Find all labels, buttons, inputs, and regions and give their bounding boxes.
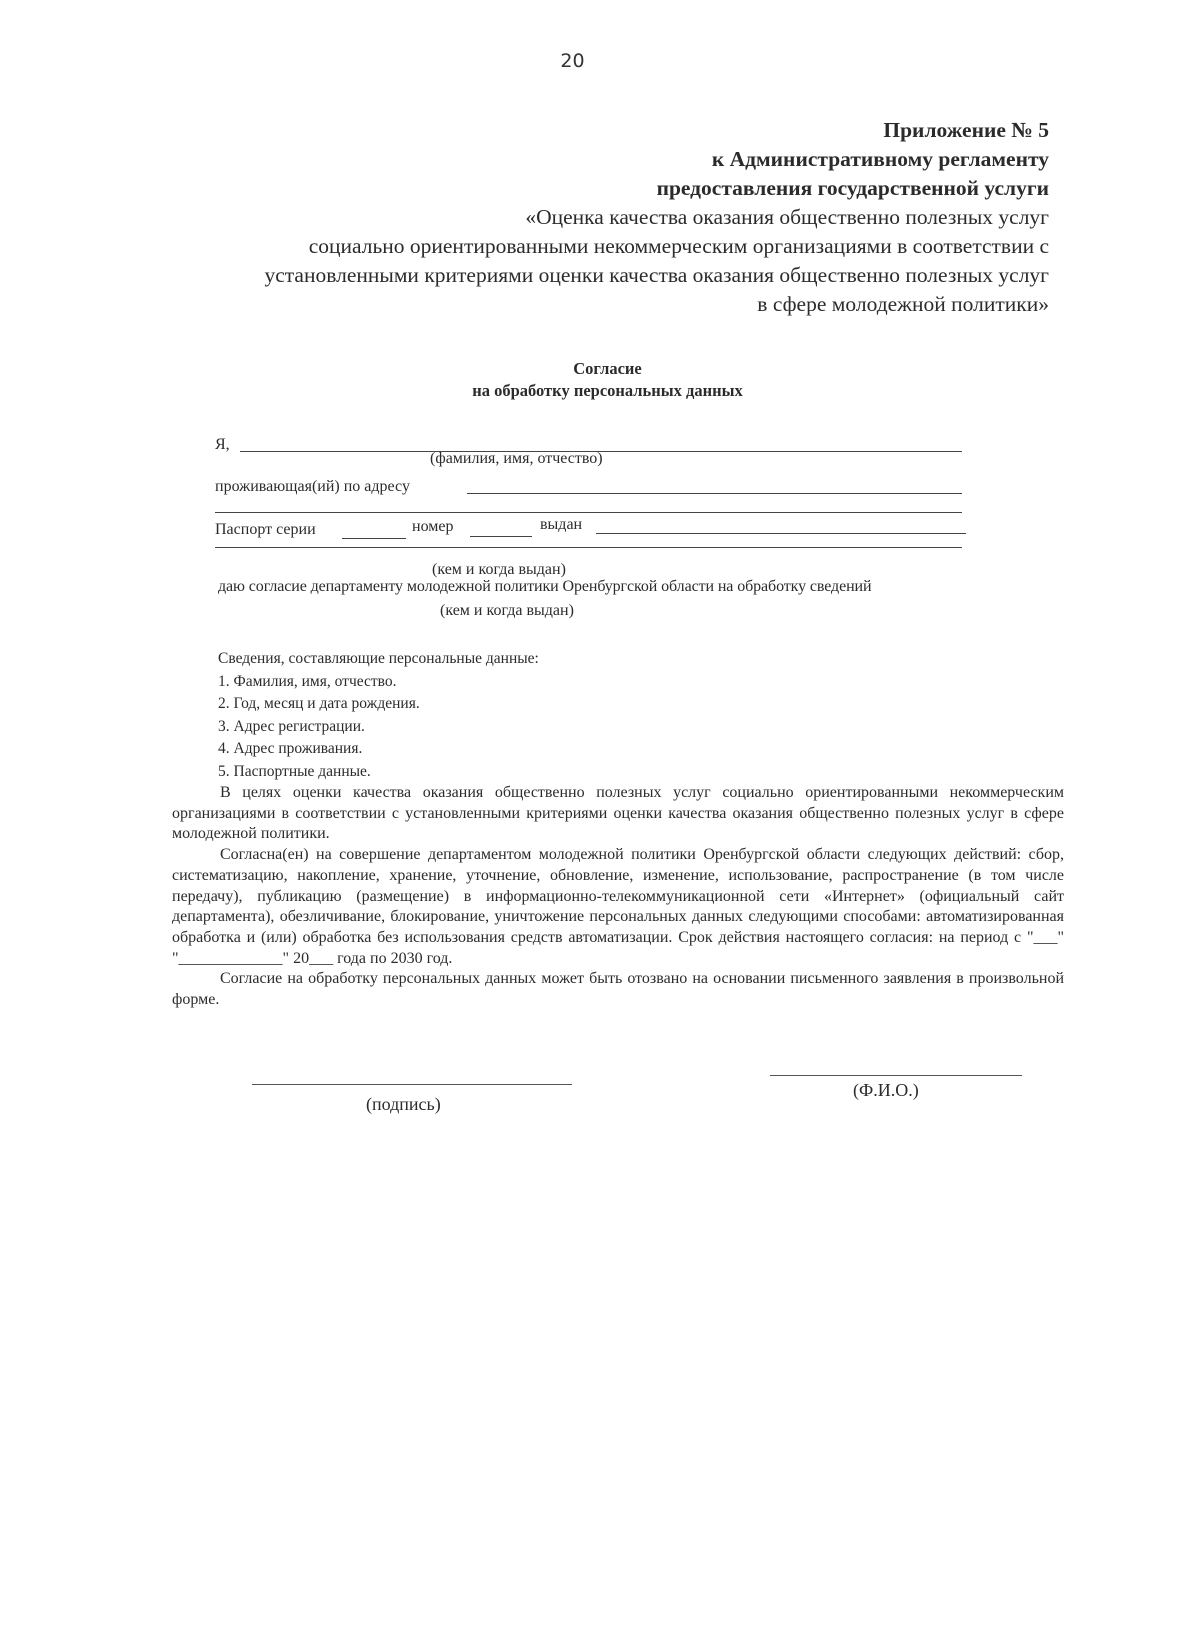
- list-item: 3. Адрес регистрации.: [218, 717, 365, 735]
- appendix-service-name-1: «Оценка качества оказания общественно полезных услуг: [525, 205, 1049, 229]
- list-item: 1. Фамилия, имя, отчество.: [218, 672, 397, 690]
- passport-series-label: Паспорт серии: [215, 521, 316, 538]
- appendix-reference: к Административному регламенту: [711, 147, 1049, 171]
- personal-data-list: [218, 648, 539, 783]
- actions-paragraph: Согласна(ен) на совершение департаментом молодежной политики Оренбургской области следующих действий: сбор, систематизацию, накопление, хранение, уточнение, обновление, изменение, использование, распространение (в том числе передачу), публикацию (размещение) в информационно-телекоммуникационной сети «Интернет» (официальный сайт департамента), обезличивание, блокирование, уничтожение персональных данных следующими способами: автоматизированная обработка и (или) обработка без использования средств автоматизации. Срок действия настоящего согласия: на период с "___" "_____________" 20___ года по 2030 год.: [172, 846, 1064, 967]
- passport-series-line[interactable]: [342, 538, 406, 539]
- consent-text: даю согласие департаменту молодежной политики Оренбургской области на обработку сведений: [218, 578, 872, 595]
- fio-caption: (фамилия, имя, отчество): [430, 450, 603, 467]
- appendix-service: предоставления государственной услуги: [656, 176, 1049, 200]
- title-line-1: Согласие: [573, 359, 642, 378]
- appendix-service-name-2: социально ориентированными некоммерческим организациями в соответствии с: [308, 234, 1049, 258]
- address-label: проживающая(ий) по адресу: [215, 478, 410, 495]
- title-line-2: на обработку персональных данных: [472, 381, 743, 400]
- revocation-paragraph: Согласие на обработку персональных данных может быть отозвано на основании письменного заявления в произвольной форме.: [172, 970, 1064, 1009]
- issued-caption-1: (кем и когда выдан): [432, 561, 566, 578]
- fio-signature-line[interactable]: [770, 1075, 1022, 1076]
- appendix-service-name-4: в сфере молодежной политики»: [757, 292, 1049, 316]
- list-item: 2. Год, месяц и дата рождения.: [218, 695, 420, 712]
- body-text: [172, 783, 1064, 1011]
- passport-number-label: номер: [412, 518, 454, 535]
- i-label: Я,: [215, 436, 230, 453]
- passport-number-line[interactable]: [470, 536, 532, 537]
- document-title: [0, 358, 1200, 402]
- signature-caption: (подпись): [366, 1094, 441, 1114]
- list-item: 5. Паспортные данные.: [218, 762, 371, 780]
- address-line[interactable]: [467, 493, 962, 494]
- issued-line[interactable]: [596, 533, 966, 534]
- appendix-header: [149, 116, 1049, 319]
- appendix-service-name-3: установленными критериями оценки качества оказания общественно полезных услуг: [264, 263, 1049, 287]
- purpose-paragraph: В целях оценки качества оказания общественно полезных услуг социально ориентированными некоммерческим организациями в соответствии с установленными критериями оценки качества оказания общественно полезных услуг в сфере молодежной политики.: [172, 784, 1064, 843]
- issued-caption-2: (кем и когда выдан): [440, 602, 574, 619]
- appendix-number: Приложение № 5: [883, 118, 1049, 142]
- passport-row: [215, 521, 965, 539]
- signature-line[interactable]: [252, 1084, 572, 1085]
- issued-label: выдан: [540, 516, 583, 533]
- issued-line-2[interactable]: [215, 547, 962, 548]
- list-heading: Сведения, составляющие персональные данные:: [218, 650, 539, 667]
- list-item: 4. Адрес проживания.: [218, 740, 363, 757]
- page-number: 20: [560, 50, 585, 72]
- fio-signature-caption: (Ф.И.О.): [853, 1080, 919, 1100]
- address-line-2[interactable]: [215, 512, 962, 513]
